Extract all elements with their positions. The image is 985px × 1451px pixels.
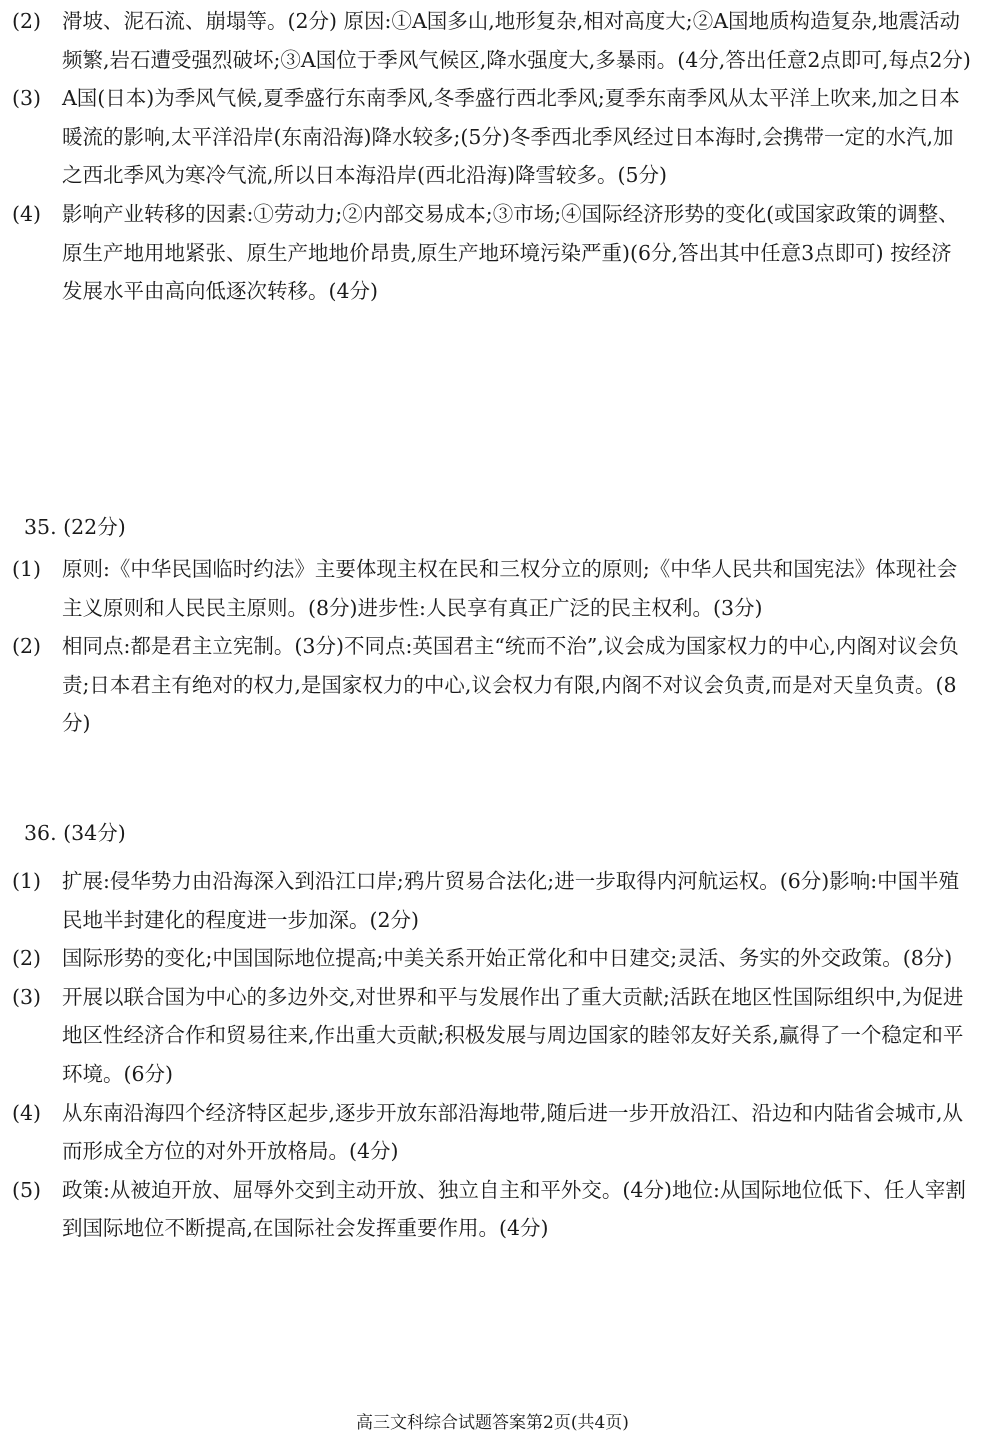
q36-item-3 [0,978,985,1094]
item-number: (3) [12,984,42,1009]
item-text: 开展以联合国为中心的多边外交,对世界和平与发展作出了重大贡献;活跃在地区性国际组织中,为促进地区性经济合作和贸易往来,作出重大贡献;积极发展与周边国家的睦邻友好关系,赢得了一个稳定和平环境。(6分) [62,984,964,1086]
q34-continued-section [0,2,985,311]
item-number: (1) [12,869,42,893]
q35-item-1 [0,550,985,627]
q36-item-2 [0,939,985,978]
item-number: (2) [12,9,42,33]
item-text: 从东南沿海四个经济特区起步,逐步开放东部沿海地带,随后进一步开放沿江、沿边和内陆省会城市,从而形成全方位的对外开放格局。(4分) [62,1100,964,1164]
item-number: (2) [12,634,42,659]
q34-item-4 [0,195,985,311]
item-text: 原则:《中华民国临时约法》主要体现主权在民和三权分立的原则;《中华人民共和国宪法》体现社会主义原则和人民民主原则。(8分)进步性:人民享有真正广泛的民主权利。(3分) [62,557,958,620]
item-text: 相同点:都是君主立宪制。(3分)不同点:英国君主“统而不治”,议会成为国家权力的中心,内阁对议会负责;日本君主有绝对的权力,是国家权力的中心,议会权力有限,内阁不对议会负责,而是对天皇负责。(8分) [62,634,959,736]
q35-item-2 [0,627,985,743]
q36-item-5 [0,1171,985,1248]
q35-section [0,550,985,743]
q36-section [0,862,985,1248]
item-number: (3) [12,86,42,111]
q36-item-1 [0,862,985,939]
q35-heading: 35. (22分) [24,515,126,539]
item-text: 国际形势的变化;中国国际地位提高;中美关系开始正常化和中日建交;灵活、务实的外交政策。(8分) [62,946,953,971]
q34-item-3 [0,79,985,195]
q36-heading: 36. (34分) [24,821,126,845]
item-number: (5) [12,1177,42,1202]
item-number: (4) [12,201,42,226]
q34-item-2 [0,2,985,79]
q36-item-4 [0,1094,985,1171]
item-text: 扩展:侵华势力由沿海深入到沿江口岸;鸦片贸易合法化;进一步取得内河航运权。(6分)影响:中国半殖民地半封建化的程度进一步加深。(2分) [62,869,960,932]
item-text: 影响产业转移的因素:①劳动力;②内部交易成本;③市场;④国际经济形势的变化(或国家政策的调整、原生产地用地紧张、原生产地地价昂贵,原生产地环境污染严重)(6分,答出其中任意3点即可) 按经济发展水平由高向低逐次转移。(4分) [62,201,959,304]
item-number: (1) [12,557,42,581]
item-text: 滑坡、泥石流、崩塌等。(2分) 原因:①A国多山,地形复杂,相对高度大;②A国地质构造复杂,地震活动频繁,岩石遭受强烈破坏;③A国位于季风气候区,降水强度大,多暴雨。(4分,答出任意2点即可,每点2分) [62,9,971,72]
item-text: 政策:从被迫开放、屈辱外交到主动开放、独立自主和平外交。(4分)地位:从国际地位低下、任人宰割到国际地位不断提高,在国际社会发挥重要作用。(4分) [62,1177,966,1241]
item-number: (2) [12,946,42,971]
page-footer: 高三文科综合试题答案第2页(共4页) [356,1413,629,1433]
item-number: (4) [12,1100,42,1125]
item-text: A国(日本)为季风气候,夏季盛行东南季风,冬季盛行西北季风;夏季东南季风从太平洋上吹来,加之日本暖流的影响,太平洋沿岸(东南沿海)降水较多;(5分)冬季西北季风经过日本海时,会携带一定的水汽,加之西北季风为寒冷气流,所以日本海沿岸(西北沿海)降雪较多。(5分) [62,86,960,188]
